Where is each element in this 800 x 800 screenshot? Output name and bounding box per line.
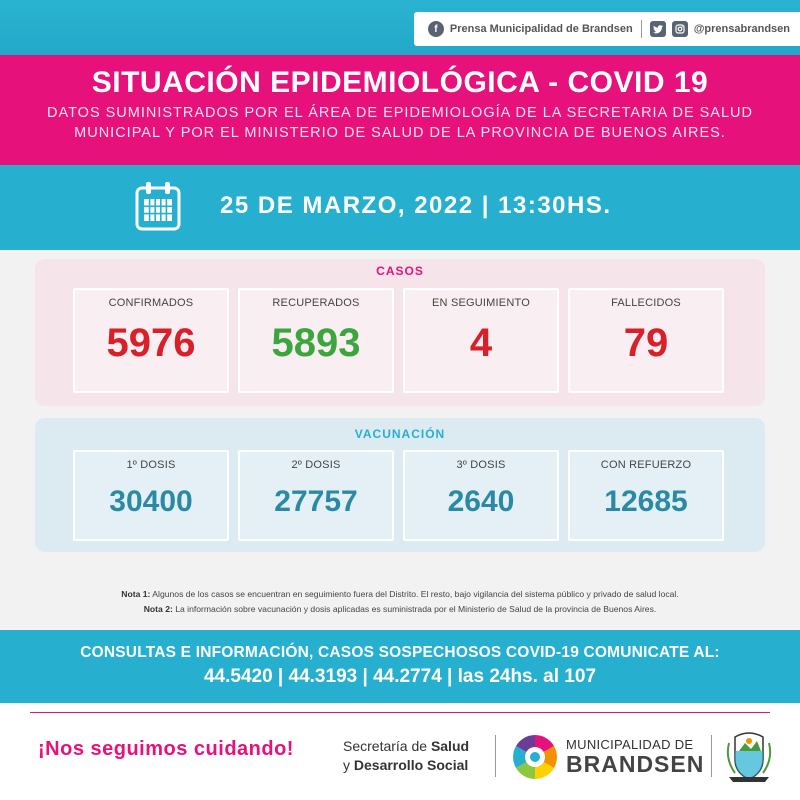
municipality-name	[566, 737, 704, 776]
card-dosis-1	[73, 450, 229, 541]
contact-heading: CONSULTAS E INFORMACIÓN, CASOS SOSPECHOSOS COVID-19 COMUNICATE AL:	[80, 644, 720, 661]
date-bar	[0, 165, 800, 250]
top-social-bar	[0, 0, 800, 55]
footer-separator	[711, 735, 712, 777]
note-1-label: Nota 1:	[121, 589, 151, 599]
card-recuperados	[238, 288, 394, 393]
card-label: 3º DOSIS	[456, 459, 506, 471]
note-2-label: Nota 2:	[143, 604, 173, 614]
secretaria-logo-text	[343, 737, 469, 775]
secretaria-line-2a: y	[343, 757, 354, 773]
calendar-icon	[135, 181, 181, 231]
casos-panel	[35, 259, 765, 406]
card-label: 2º DOSIS	[291, 459, 341, 471]
card-value: 12685	[604, 485, 688, 518]
card-refuerzo	[568, 450, 724, 541]
note-2-text: La información sobre vacunación y dosis aplicadas es suministrada por el Ministerio de Salud de la provincia de Buenos Aires.	[172, 604, 657, 614]
card-value: 30400	[109, 485, 193, 518]
instagram-icon[interactable]	[672, 21, 688, 37]
card-confirmados	[73, 288, 229, 393]
card-value: 4	[469, 321, 493, 365]
twitter-icon[interactable]	[650, 21, 666, 37]
social-divider	[641, 20, 642, 38]
card-label: 1º DOSIS	[126, 459, 176, 471]
card-label: EN SEGUIMIENTO	[432, 297, 530, 309]
card-label: CON REFUERZO	[600, 459, 692, 471]
secretaria-line-2b: Desarrollo Social	[353, 757, 469, 773]
card-value: 27757	[274, 485, 358, 518]
vacunacion-title: VACUNACIÓN	[354, 427, 446, 441]
casos-title: CASOS	[376, 264, 424, 278]
card-en-seguimiento	[403, 288, 559, 393]
subtitle-line-2: MUNICIPAL Y POR EL MINISTERIO DE SALUD DE LA PROVINCIA DE BUENOS AIRES.	[74, 125, 726, 141]
municipality-line-2: BRANDSEN	[566, 751, 705, 777]
footer-divider	[30, 712, 770, 713]
facebook-icon[interactable]: f	[428, 21, 444, 37]
vacunacion-panel	[35, 418, 765, 552]
contact-phones: 44.5420 | 44.3193 | 44.2774 | las 24hs. al 107	[203, 666, 597, 687]
secretaria-line-1b: Salud	[430, 738, 470, 754]
social-strip	[414, 12, 800, 46]
contact-info-bar	[0, 630, 800, 703]
card-dosis-2	[238, 450, 394, 541]
card-fallecidos	[568, 288, 724, 393]
secretaria-line-1	[343, 737, 469, 756]
note-1	[20, 587, 780, 602]
card-label: RECUPERADOS	[272, 297, 360, 309]
card-value: 5976	[106, 321, 196, 365]
municipality-line-1: MUNICIPALIDAD DE	[566, 737, 694, 752]
subtitle-line-1: DATOS SUMINISTRADOS POR EL ÁREA DE EPIDEMIOLOGÍA DE LA SECRETARIA DE SALUD	[47, 105, 753, 121]
municipality-logo-icon	[510, 732, 560, 782]
slogan: ¡Nos seguimos cuidando!	[38, 738, 294, 760]
footnotes	[20, 587, 780, 617]
secretaria-line-2	[343, 756, 469, 775]
page-subtitle	[0, 103, 800, 143]
instagram-handle[interactable]: @prensabrandsen	[693, 23, 790, 35]
facebook-page-label[interactable]: Prensa Municipalidad de Brandsen	[449, 23, 633, 35]
note-1-text: Algunos de los casos se encuentran en seguimiento fuera del Distrito. El resto, bajo vigilancia del sistema público y privado de salud local.	[150, 589, 679, 599]
footer-separator	[495, 735, 496, 777]
secretaria-line-1a: Secretaría de	[343, 738, 431, 754]
note-2	[20, 602, 780, 617]
report-date: 25 DE MARZO, 2022 | 13:30HS.	[220, 192, 612, 219]
card-dosis-3	[403, 450, 559, 541]
card-value: 2640	[447, 485, 515, 518]
card-value: 79	[623, 321, 669, 365]
coat-of-arms-icon	[725, 729, 773, 784]
page-title: SITUACIÓN EPIDEMIOLÓGICA - COVID 19	[91, 66, 709, 99]
card-label: CONFIRMADOS	[108, 297, 194, 309]
card-value: 5893	[271, 321, 361, 365]
card-label: FALLECIDOS	[611, 297, 681, 309]
title-header	[0, 55, 800, 165]
